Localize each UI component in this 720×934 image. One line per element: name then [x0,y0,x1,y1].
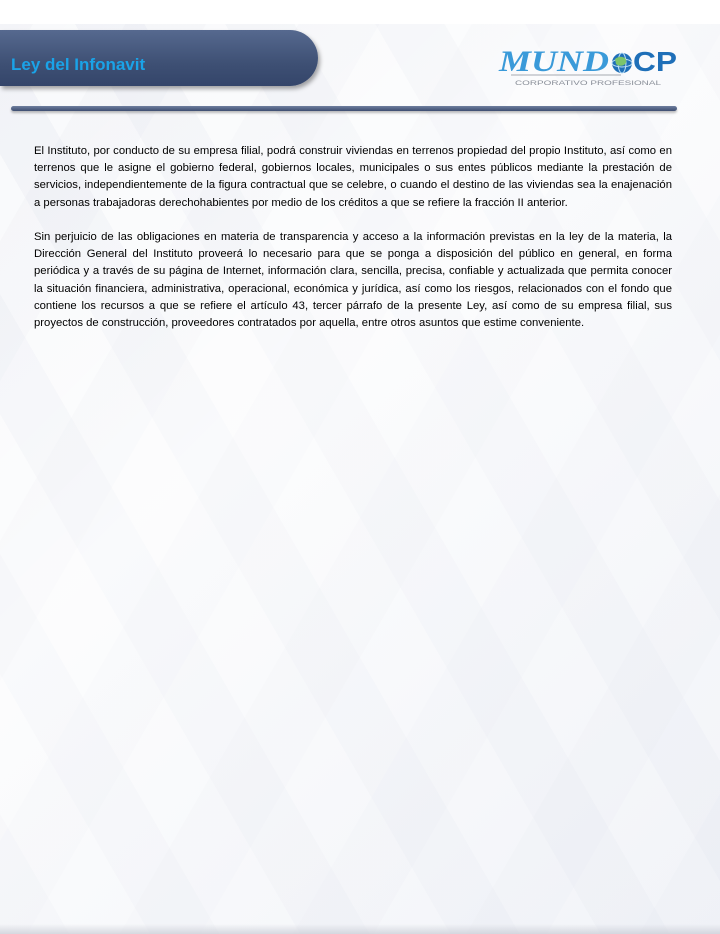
globe-icon [612,53,632,73]
page-title: Ley del Infonavit [11,55,146,74]
bottom-shade [0,924,720,934]
paragraph: El Instituto, por conducto de su empresa filial, podrá construir viviendas en terrenos propiedad del propio Instituto, así como en terrenos que le asigne el gobierno federal, gobiernos locales, municipales o sus entes públicos mediante la prestación de servicios, independientemente de la figura contractual que se celebre, o cuando el destino de las viviendas sea la enajenación a personas trabajadoras derechohabientes por medio de los créditos a que se refiere la fracción II anterior. [34,145,672,209]
paragraph: Sin perjuicio de las obligaciones en materia de transparencia y acceso a la información previstas en la ley de la materia, la Dirección General del Instituto proveerá lo necesario para que se ponga a disposición del público en general, en forma periódica y a través de su página de Internet, información clara, sencilla, precisa, confiable y actualizada que permita conocer la situación financiera, administrativa, operacional, económica y jurídica, así como los riesgos, relacionados con el fondo que contiene los recursos a que se refiere el artículo 43, tercer párrafo de la presente Ley, así como de su empresa filial, sus proyectos de construcción, proveedores contratados por aquella, entre otros asuntos que estime conveniente. [34,231,672,330]
document-body [34,143,672,349]
logo-tagline: CORPORATIVO PROFESIONAL [515,80,662,87]
top-margin [0,0,720,24]
mundocp-logo [497,38,681,90]
logo-brand-cp: CP [633,46,677,77]
logo-brand-mund: MUND [497,45,609,78]
header-divider [11,106,677,111]
